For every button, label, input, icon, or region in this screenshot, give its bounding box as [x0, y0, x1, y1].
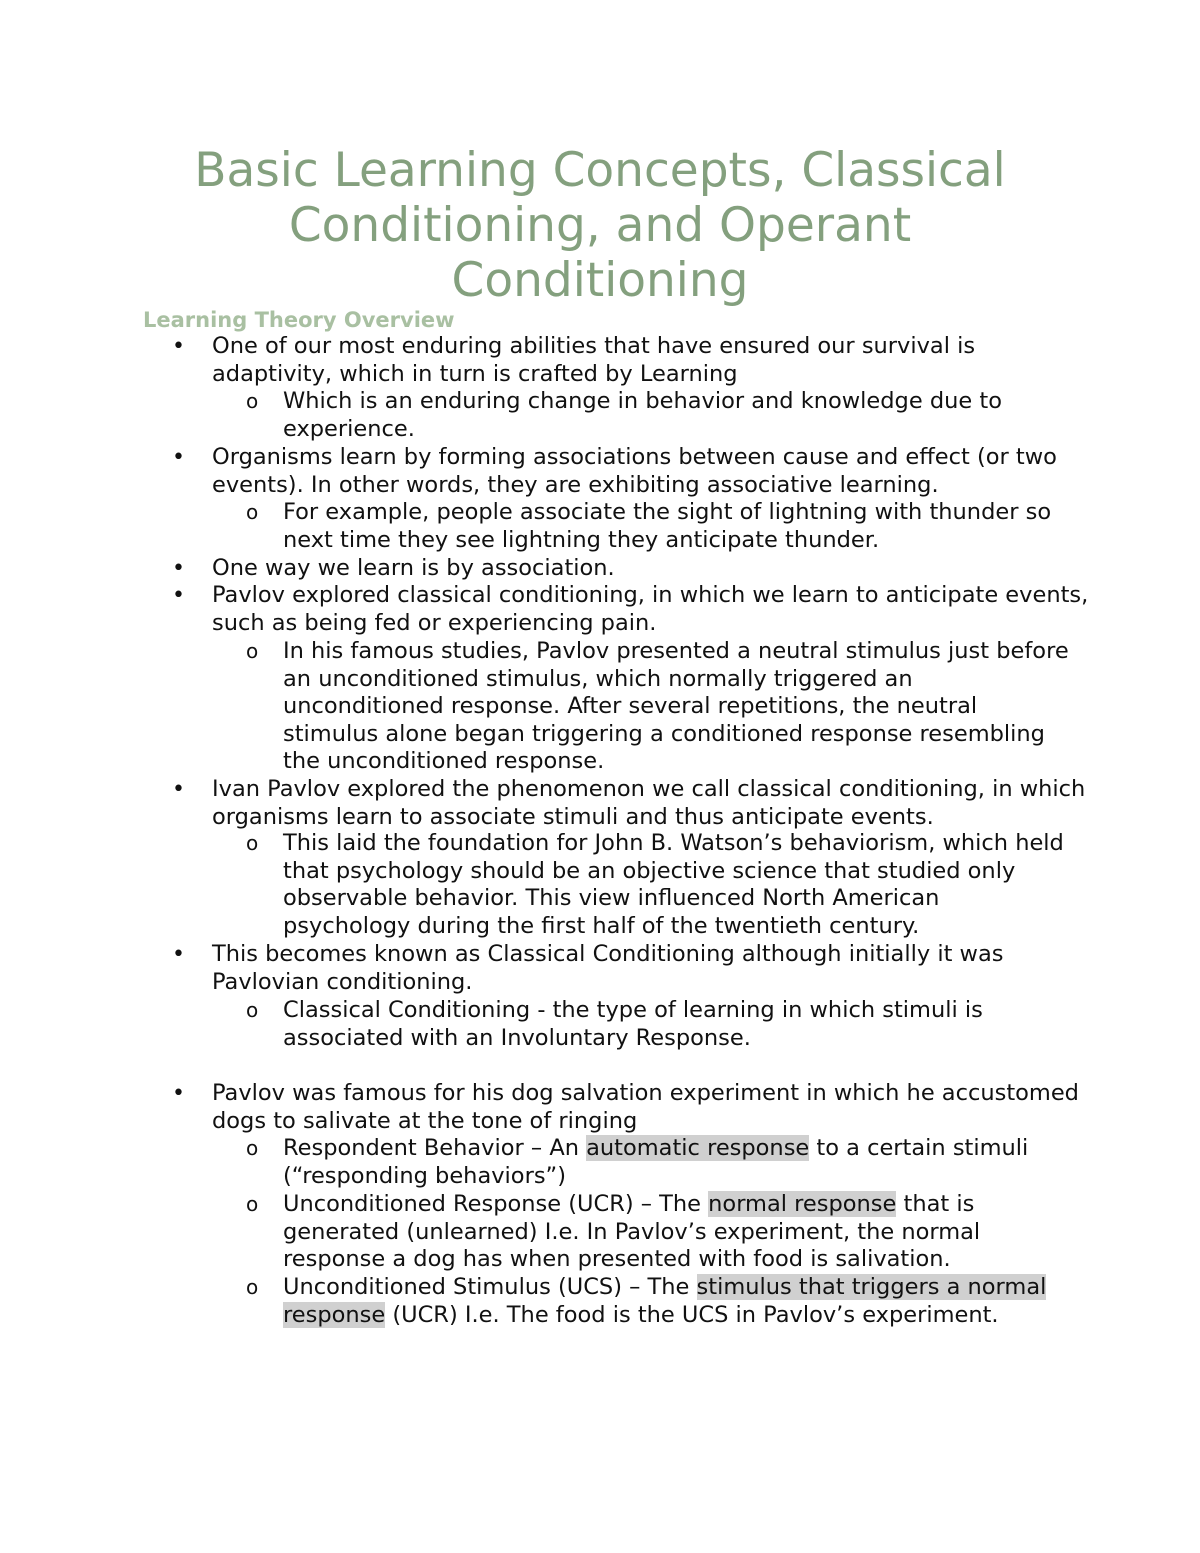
sub-bullet-text-before: Unconditioned Response (UCR) – The: [283, 1191, 709, 1217]
sub-bullet-marker: o: [246, 1192, 259, 1216]
bullet-text: Organisms learn by forming associations between cause and effect (or two events). In other words, they are exhibiting associative learning.: [212, 444, 1057, 498]
sub-bullet-marker: o: [246, 831, 259, 855]
bullet-text: Pavlov explored classical conditioning, in which we learn to anticipate events, such as being fed or experiencing pain.: [212, 582, 1089, 636]
page-title: Basic Learning Concepts, Classical Conditioning, and Operant Conditioning: [194, 143, 1006, 308]
sub-bullet-text: In his famous studies, Pavlov presented a neutral stimulus just before an unconditioned stimulus, which normally triggered an unconditioned response. After several repetitions, the neutral stimulus alone began triggering a conditioned response resembling the unconditioned response.: [283, 638, 1069, 775]
sub-bullet-text: For example, people associate the sight of lightning with thunder so next time they see lightning they anticipate thunder.: [283, 499, 1052, 553]
sub-bullet-text-before: Respondent Behavior – An: [283, 1135, 587, 1161]
bullet-marker: •: [172, 334, 185, 359]
sub-bullet-text: Which is an enduring change in behavior and knowledge due to experience.: [283, 388, 1002, 442]
sub-bullet-item: [246, 388, 1073, 443]
section-heading: Learning Theory Overview: [143, 308, 455, 332]
bullet-marker: •: [172, 445, 185, 470]
sub-bullet-item: [246, 830, 1073, 940]
sub-bullet-text: This laid the foundation for John B. Watson’s behaviorism, which held that psychology should be an objective science that studied only observable behavior. This view influenced North American psychology during the first half of the twentieth century.: [283, 830, 1064, 939]
sub-bullet-marker: o: [246, 1136, 259, 1160]
bullet-marker: •: [172, 583, 185, 608]
sub-bullet-text: Classical Conditioning - the type of learning in which stimuli is associated with an Involuntary Response.: [283, 997, 983, 1051]
sub-bullet-marker: o: [246, 639, 259, 663]
sub-bullet-item: [246, 1135, 1073, 1190]
bullet-text: This becomes known as Classical Conditioning although initially it was Pavlovian conditioning.: [212, 941, 1004, 995]
sub-bullet-marker: o: [246, 1275, 259, 1299]
sub-bullet-item: [246, 997, 1073, 1052]
sub-bullet-text-after: to a certain stimuli (“responding behaviors”): [283, 1135, 1029, 1189]
bullet-text: Pavlov was famous for his dog salvation experiment in which he accustomed dogs to salivate at the tone of ringing: [212, 1080, 1079, 1134]
sub-bullet-marker: o: [246, 389, 259, 413]
bullet-item: [172, 444, 1092, 499]
bullet-marker: •: [172, 556, 185, 581]
sub-bullet-item: [246, 1274, 1073, 1329]
bullet-marker: •: [172, 1081, 185, 1106]
bullet-item: [172, 941, 1092, 996]
sub-bullet-text-after: that is generated (unlearned) I.e. In Pavlov’s experiment, the normal response a dog has when presented with food is salivation.: [283, 1191, 981, 1273]
sub-bullet-marker: o: [246, 998, 259, 1022]
bullet-text: One of our most enduring abilities that have ensured our survival is adaptivity, which in turn is crafted by Learning: [212, 333, 976, 387]
bullet-item: [172, 555, 1092, 583]
sub-bullet-item: [246, 638, 1073, 776]
bullet-item: [172, 1080, 1092, 1135]
highlighted-text: stimulus that triggers a normal response: [283, 1274, 1047, 1328]
bullet-item: [172, 333, 1092, 388]
sub-bullet-marker: o: [246, 500, 259, 524]
bullet-text: Ivan Pavlov explored the phenomenon we call classical conditioning, in which organisms learn to associate stimuli and thus anticipate events.: [212, 776, 1086, 830]
bullet-marker: •: [172, 942, 185, 967]
bullet-text: One way we learn is by association.: [212, 555, 615, 581]
sub-bullet-item: [246, 1191, 1073, 1274]
highlighted-text: normal response: [708, 1191, 897, 1217]
highlighted-text: automatic response: [586, 1135, 810, 1161]
bullet-marker: •: [172, 777, 185, 802]
bullet-item: [172, 776, 1092, 831]
bullet-item: [172, 582, 1092, 637]
sub-bullet-text-before: Unconditioned Stimulus (UCS) – The: [283, 1274, 697, 1300]
sub-bullet-item: [246, 499, 1073, 554]
sub-bullet-text-after: (UCR) I.e. The food is the UCS in Pavlov’s experiment.: [385, 1301, 999, 1328]
